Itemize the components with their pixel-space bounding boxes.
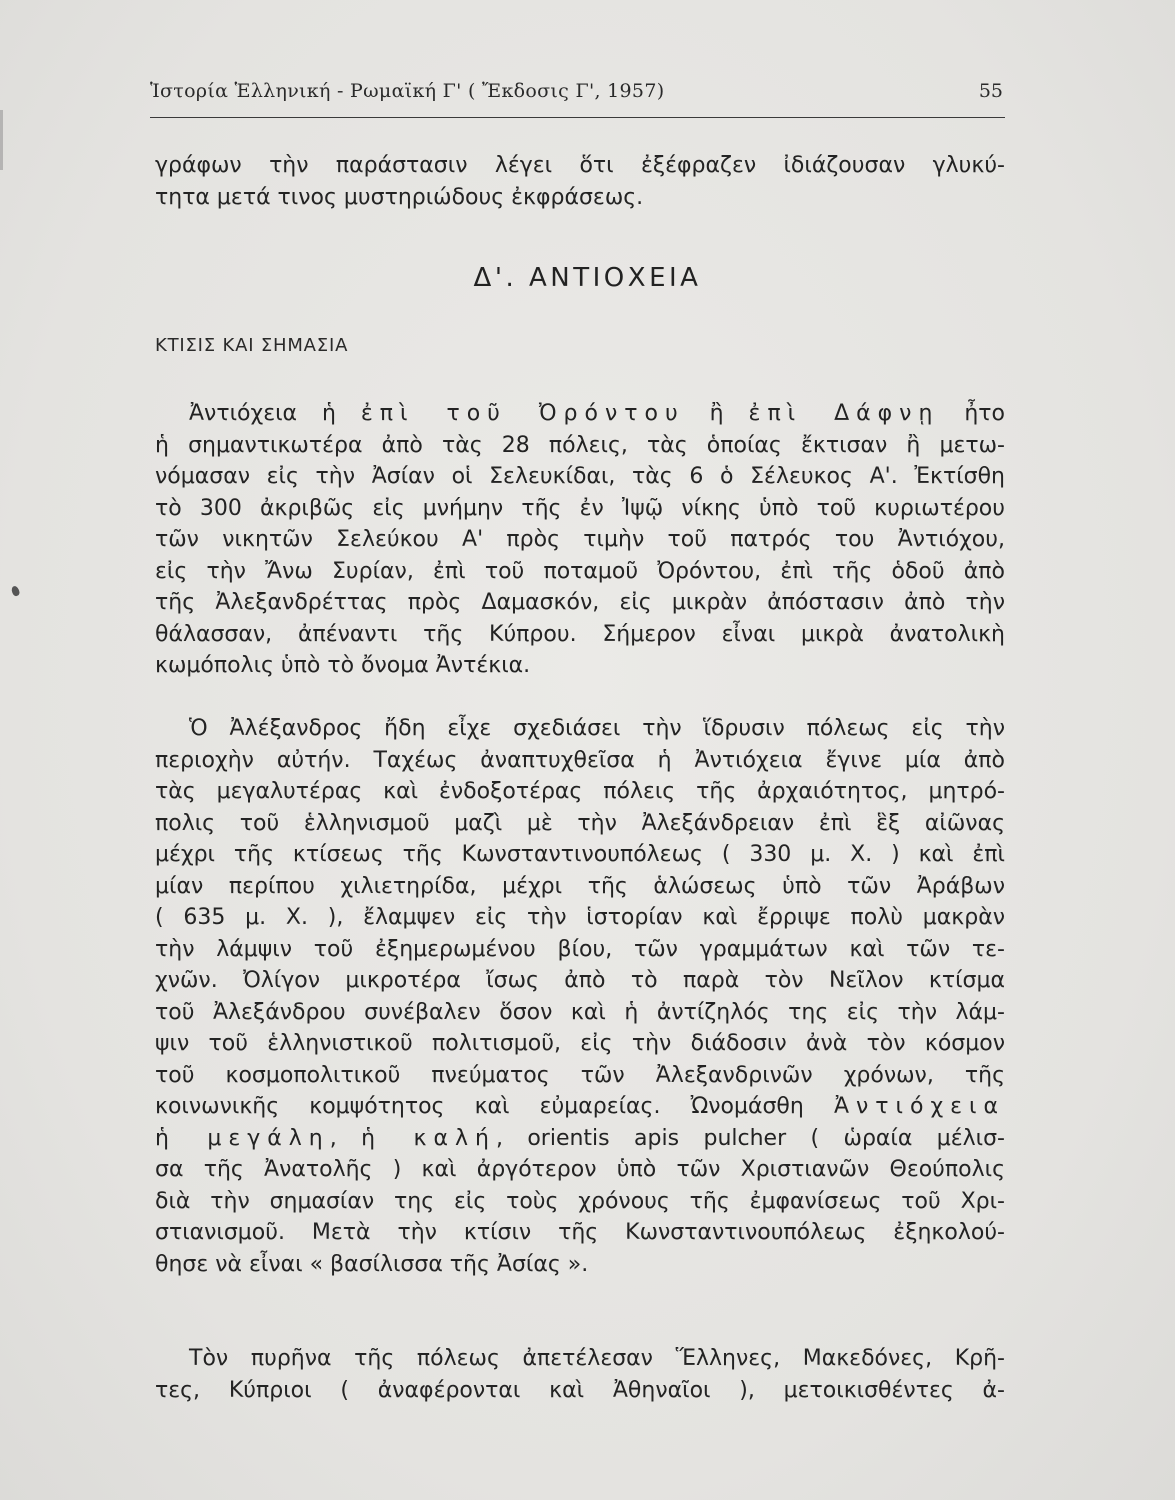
page-number: 55 xyxy=(978,80,1003,102)
text-line: θησε νὰ εἶναι « βασίλισσα τῆς Ἀσίας ». xyxy=(155,1251,589,1277)
section-title: Δ'. ΑΝΤΙΟΧΕΙΑ xyxy=(473,263,702,293)
text-line: μίαν περίπου χιλιετηρίδα, μέχρι τῆς ἁλώσεως ὑπὸ τῶν Ἀράβων xyxy=(155,873,1005,899)
text-line: θάλασσαν, ἀπέναντι τῆς Κύπρου. Σήμερον εἶναι μικρὰ ἀνατολικὴ xyxy=(155,621,1005,647)
text-span: ἦτο xyxy=(939,401,1005,426)
text-line: εἰς τὴν Ἄνω Συρίαν, ἐπὶ τοῦ ποταμοῦ Ὀρόντου, ἐπὶ τῆς ὁδοῦ ἀπὸ xyxy=(155,558,1005,584)
text-line: τοῦ κοσμοπολιτικοῦ πνεύματος τῶν Ἀλεξανδρινῶν χρόνων, τῆς xyxy=(155,1062,1005,1088)
text-line: περιοχὴν αὐτήν. Ταχέως ἀναπτυχθεῖσα ἡ Ἀντιόχεια ἔγινε μία ἀπὸ xyxy=(155,747,1005,773)
text-line: ψιν τοῦ ἑλληνιστικοῦ πολιτισμοῦ, εἰς τὴν διάδοσιν ἀνὰ τὸν κόσμον xyxy=(155,1031,1005,1056)
text-line: μέχρι τῆς κτίσεως τῆς Κωνσταντινουπόλεως ( 330 μ. Χ. ) καὶ ἐπὶ xyxy=(155,842,1005,867)
paragraph-1 xyxy=(155,398,1005,682)
text-line: γράφων τὴν παράστασιν λέγει ὅτι ἐξέφραζεν ἰδιάζουσαν γλυκύ- xyxy=(155,153,1005,178)
text-line: τοῦ Ἀλεξάνδρου συνέβαλεν ὅσον καὶ ἡ ἀντίζηλός της εἰς τὴν λάμ- xyxy=(155,999,1005,1025)
text-line: τῶν νικητῶν Σελεύκου Α' πρὸς τιμὴν τοῦ πατρός του Ἀντιόχου, xyxy=(155,527,1005,552)
subsection-title: ΚΤΙΣΙΣ ΚΑΙ ΣΗΜΑΣΙΑ xyxy=(155,335,349,356)
text-line: Ὁ Ἀλέξανδρος ἤδη εἶχε σχεδιάσει τὴν ἵδρυσιν πόλεως εἰς τὴν xyxy=(189,716,1005,741)
header-rule xyxy=(150,117,1005,118)
spaced-text: ἡ καλή xyxy=(361,1125,496,1151)
spaced-text: Ἀντιόχεια xyxy=(833,1094,1005,1119)
text-line: τὰς μεγαλυτέρας καὶ ἐνδοξοτέρας πόλεις τῆς ἀρχαιότητος, μητρό- xyxy=(155,779,1005,804)
text-line: τὴν λάμψιν τοῦ ἐξημερωμένου βίου, τῶν γραμμάτων καὶ τῶν τε- xyxy=(155,936,1005,962)
text-line xyxy=(155,1123,1005,1155)
intro-paragraph xyxy=(155,150,1005,213)
text-line xyxy=(155,1091,1005,1123)
text-line: τὸ 300 ἀκριβῶς εἰς μνήμην τῆς ἐν Ἰψῷ νίκης ὑπὸ τοῦ κυριωτέρου xyxy=(155,495,1005,521)
text-line: νόμασαν εἰς τὴν Ἀσίαν οἱ Σελευκίδαι, τὰς 6 ὁ Σέλευκος Α'. Ἐκτίσθη xyxy=(155,464,1005,489)
text-line: Τὸν πυρῆνα τῆς πόλεως ἀπετέλεσαν Ἕλληνες, Μακεδόνες, Κρῆ- xyxy=(189,1346,1005,1371)
text-line: σα τῆς Ἀνατολῆς ) καὶ ἀργότερον ὑπὸ τῶν Χριστιανῶν Θεούπολις xyxy=(155,1157,1005,1182)
text-span: , orientis apis pulcher ( ὡραία μέλισ- xyxy=(495,1125,1005,1151)
text-line: στιανισμοῦ. Μετὰ τὴν κτίσιν τῆς Κωνσταντινουπόλεως ἐξηκολού- xyxy=(155,1220,1005,1245)
text-line xyxy=(155,398,1005,430)
text-line: τῆς Ἀλεξανδρέττας πρὸς Δαμασκόν, εἰς μικρὰν ἀπόστασιν ἀπὸ τὴν xyxy=(155,590,1005,615)
text-span: ἢ xyxy=(684,401,749,426)
text-line: χνῶν. Ὀλίγον μικροτέρα ἴσως ἀπὸ τὸ παρὰ τὸν Νεῖλον κτίσμα xyxy=(155,968,1005,993)
text-line: ἡ σημαντικωτέρα ἀπὸ τὰς 28 πόλεις, τὰς ὁποίας ἔκτισαν ἢ μετω- xyxy=(155,432,1005,458)
text-line: κωμόπολις ὑπὸ τὸ ὄνομα Ἀντέκια. xyxy=(155,653,531,678)
text-span: Ἀντιόχεια ἡ xyxy=(189,401,361,426)
spaced-text: ἐπὶ Δάφνῃ xyxy=(748,401,940,426)
running-header-title: Ἱστορία Ἑλληνική - Ρωμαϊκή Γ' ( Ἔκδοσις Γ', 1957) xyxy=(150,80,665,102)
spaced-text: ἡ μεγάλη xyxy=(155,1125,330,1151)
margin-ink-mark xyxy=(11,585,21,597)
spaced-text: ἐπὶ τοῦ Ὀρόντου xyxy=(360,401,685,426)
text-line: τητα μετά τινος μυστηριώδους ἐκφράσεως. xyxy=(155,184,644,210)
text-line: τες, Κύπριοι ( ἀναφέρονται καὶ Ἀθηναῖοι ), μετοικισθέντες ἀ- xyxy=(155,1377,1005,1403)
text-span: , xyxy=(329,1125,362,1151)
text-line: ( 635 μ. Χ. ), ἔλαμψεν εἰς τὴν ἱστορίαν καὶ ἔρριψε πολὺ μακρὰν xyxy=(155,905,1005,930)
text-span: κοινωνικῆς κομψότητος καὶ εὐμαρείας. Ὠνομάσθη xyxy=(155,1094,834,1119)
scan-edge-shadow xyxy=(0,110,3,170)
running-header xyxy=(150,80,1003,110)
paragraph-2 xyxy=(155,713,1005,1280)
text-line: διὰ τὴν σημασίαν της εἰς τοὺς χρόνους τῆς ἐμφανίσεως τοῦ Χρι- xyxy=(155,1188,1005,1214)
paragraph-3 xyxy=(155,1343,1005,1406)
text-line: πολις τοῦ ἑλληνισμοῦ μαζὶ μὲ τὴν Ἀλεξάνδρειαν ἐπὶ ἓξ αἰῶνας xyxy=(155,810,1005,836)
